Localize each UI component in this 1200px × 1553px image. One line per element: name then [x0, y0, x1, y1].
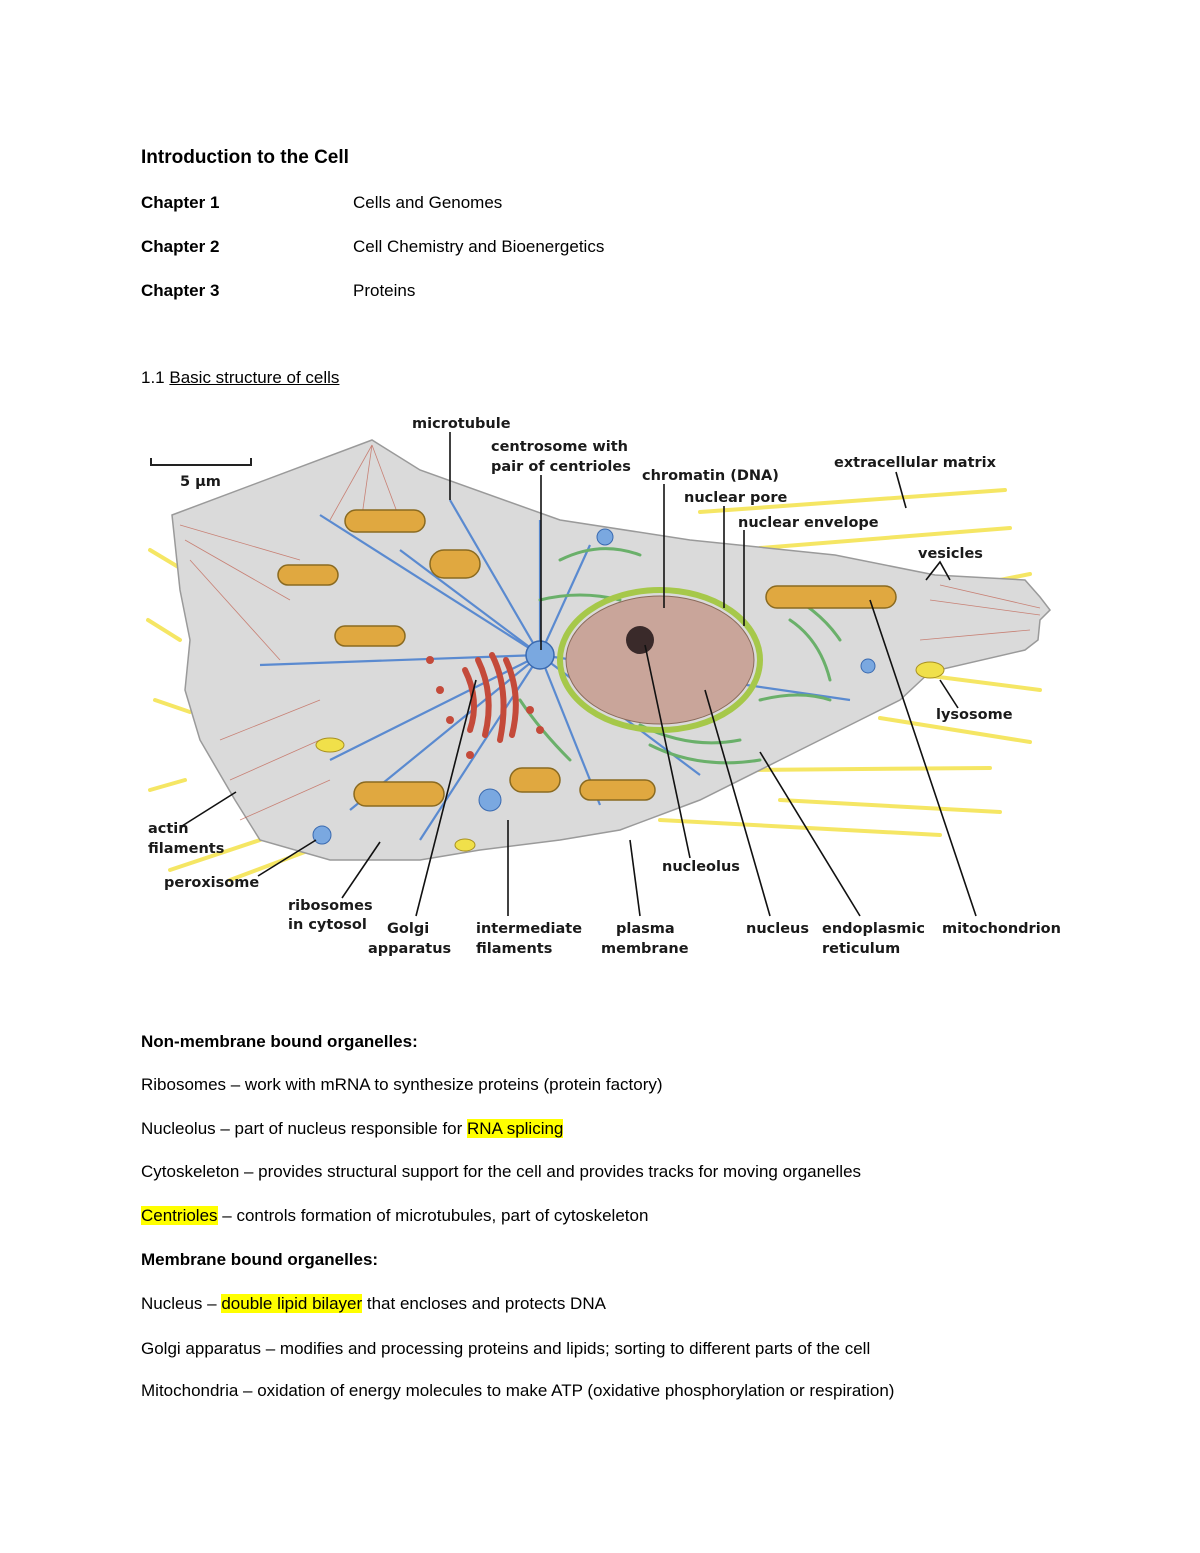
label-centrosome: centrosome with: [491, 439, 628, 455]
scale-bar-label: 5 µm: [180, 474, 221, 490]
section-number: 1.1: [141, 368, 165, 387]
label-golgi: Golgi: [387, 921, 430, 937]
label-lysosome: lysosome: [936, 707, 1013, 723]
chapter-name: Proteins: [353, 281, 416, 300]
label-mitochondrion: mitochondrion: [942, 921, 1061, 937]
lysosome: [455, 839, 475, 851]
scale-bar: [151, 458, 251, 466]
chapter-label: Chapter 3: [141, 281, 220, 300]
label-chromatin: chromatin (DNA): [642, 468, 779, 484]
chapter-label: Chapter 2: [141, 237, 220, 256]
section-title: Basic structure of cells: [169, 368, 340, 387]
label-vesicles: vesicles: [918, 546, 983, 562]
lysosome: [316, 738, 344, 752]
label-plasma-membrane: plasma: [616, 921, 675, 937]
highlight-double-lipid-bilayer: double lipid bilayer: [221, 1294, 363, 1313]
nucleolus: [626, 626, 654, 654]
label-centrosome: pair of centrioles: [491, 459, 631, 475]
label-intermediate-filaments: filaments: [476, 941, 553, 957]
mitochondria-text: Mitochondria – oxidation of energy molecules to make ATP (oxidative phosphorylation or respiration): [141, 1381, 895, 1400]
nucleus-text: [141, 1293, 606, 1315]
chapter-name: Cells and Genomes: [353, 193, 503, 212]
chapter-label: Chapter 1: [141, 193, 220, 212]
nucleolus-desc: Nucleolus – part of nucleus responsible for: [141, 1119, 468, 1138]
nucleus-post: that encloses and protects DNA: [362, 1294, 606, 1313]
vesicle: [861, 659, 875, 673]
non-membrane-heading: Non-membrane bound organelles:: [141, 1032, 418, 1051]
label-actin: actin: [148, 821, 189, 837]
label-nucleus: nucleus: [746, 921, 809, 937]
highlight-centrioles: Centrioles: [141, 1206, 218, 1225]
membrane-heading: Membrane bound organelles:: [141, 1250, 379, 1269]
nucleolus-text: [141, 1118, 563, 1140]
lysosome: [916, 662, 944, 678]
vesicle: [479, 789, 501, 811]
label-nucleolus: nucleolus: [662, 859, 740, 875]
label-extracellular-matrix: extracellular matrix: [834, 455, 996, 471]
label-golgi: apparatus: [368, 941, 452, 957]
label-ribosomes: in cytosol: [288, 917, 367, 933]
label-microtubule: microtubule: [412, 416, 511, 432]
nucleus-pre: Nucleus –: [141, 1294, 222, 1313]
highlight-rna-splicing: RNA splicing: [467, 1119, 564, 1138]
label-nuclear-pore: nuclear pore: [684, 490, 788, 506]
centrosome: [526, 641, 554, 669]
page-title: Introduction to the Cell: [141, 147, 349, 168]
label-peroxisome: peroxisome: [164, 875, 260, 891]
label-endoplasmic-reticulum: reticulum: [822, 941, 901, 957]
label-plasma-membrane: membrane: [601, 941, 689, 957]
cytoskeleton-text: Cytoskeleton – provides structural support for the cell and provides tracks for moving organelles: [141, 1162, 862, 1181]
label-ribosomes: ribosomes: [288, 898, 373, 914]
nucleus: [566, 596, 754, 724]
label-nuclear-envelope: nuclear envelope: [738, 515, 879, 531]
peroxisome: [313, 826, 331, 844]
centrioles-text: [141, 1205, 648, 1227]
centrioles-desc: – controls formation of microtubules, part of cytoskeleton: [217, 1206, 649, 1225]
chapter-name: Cell Chemistry and Bioenergetics: [353, 237, 605, 256]
ribosomes-text: Ribosomes – work with mRNA to synthesize proteins (protein factory): [141, 1075, 663, 1094]
label-intermediate-filaments: intermediate: [476, 921, 583, 937]
vesicle: [597, 529, 613, 545]
label-endoplasmic-reticulum: endoplasmic: [822, 921, 925, 937]
label-actin: filaments: [148, 841, 225, 857]
golgi-text: Golgi apparatus – modifies and processing proteins and lipids; sorting to different parts of the cell: [141, 1339, 871, 1358]
